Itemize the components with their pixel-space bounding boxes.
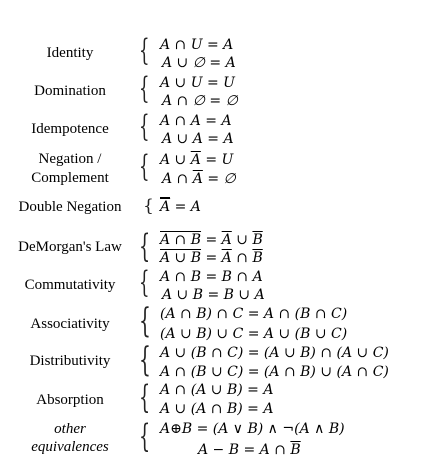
formula-2: A ∪ (A ∩ B) = A [160,401,274,417]
law-name: Absorption [36,392,104,408]
law-name-line-1: other [54,421,86,437]
formula-1: A ∩ (A ∪ B) = A [160,382,274,398]
formula-1: A ∩ U = A [160,37,234,53]
formula-2: A ∪ B = B ∪ A [162,287,265,303]
formula-2: A ∪ ∅ = A [162,55,236,71]
law-name-line-2: equivalences [31,439,109,455]
formula-1 [160,231,263,249]
formula-2 [198,441,301,459]
formula-part: ∩ [231,250,253,266]
law-name: Commutativity [24,277,116,293]
law-name: DeMorgan's Law [18,239,122,255]
formula-part: = A [170,199,201,215]
formula-1: A ∪ U = U [160,75,235,91]
formula-1 [160,198,201,216]
brace: { [143,196,154,216]
formula-2 [162,170,236,188]
formula-part: = [201,250,222,266]
law-name: Idempotence [31,121,109,137]
complement-term: $\overline{A}$ [221,232,232,248]
formula-part: = [201,232,222,248]
brace: { [139,33,150,68]
brace: { [139,340,151,380]
complement-term: $\overline{A}$ [221,250,232,266]
formula-1: (A ∩ B) ∩ C = A ∩ (B ∩ C) [160,306,348,322]
brace: { [139,149,150,184]
formula-2: A ∩ ∅ = ∅ [162,93,238,109]
brace: { [139,265,150,300]
formula-2: A ∩ (B ∪ C) = (A ∩ B) ∪ (A ∩ C) [160,364,389,380]
formula-part: A − B = A ∩ [198,442,291,458]
formula-1: A ∩ B = B ∩ A [160,269,263,285]
brace: { [139,109,150,144]
formula-2 [160,249,263,267]
complement-term: A ∩ B [160,232,202,248]
brace: { [139,378,151,416]
law-name: Distributivity [29,353,111,369]
complement-term: $\overline{B}$ [290,442,301,458]
formula-part: A ∩ [162,171,193,187]
law-name-line-2: Complement [31,170,109,186]
formula-1: A ∪ (B ∩ C) = (A ∪ B) ∩ (A ∪ C) [160,345,389,361]
complement-term: $\overline{B}$ [252,250,263,266]
formula-2: A ∪ A = A [162,131,234,147]
formula-part: A ∪ [160,152,191,168]
law-name: Identity [46,45,94,61]
complement-term: A ∪ B [160,250,202,266]
brace: { [139,71,150,106]
brace: { [139,301,151,341]
brace: { [139,417,151,455]
law-name: Domination [34,83,106,99]
formula-part: = U [200,152,234,168]
double-complement-term: $\overline{A}$ [160,199,171,215]
complement-term: $\overline{A}$ [190,152,201,168]
formula-part: = ∅ [202,171,236,187]
brace: { [139,227,151,265]
complement-term: $\overline{A}$ [192,171,203,187]
law-name: Double Negation [18,199,122,215]
law-name: Associativity [30,316,110,332]
formula-1: A⊕B = (A ∨ B) ∧ ¬(A ∧ B) [160,421,345,437]
complement-term: $\overline{B}$ [252,232,263,248]
formula-1 [160,151,233,169]
formula-part: ∪ [231,232,253,248]
formula-2: (A ∪ B) ∪ C = A ∪ (B ∪ C) [160,326,348,342]
law-name-line-1: Negation / [38,151,102,167]
formula-1: A ∩ A = A [160,113,232,129]
